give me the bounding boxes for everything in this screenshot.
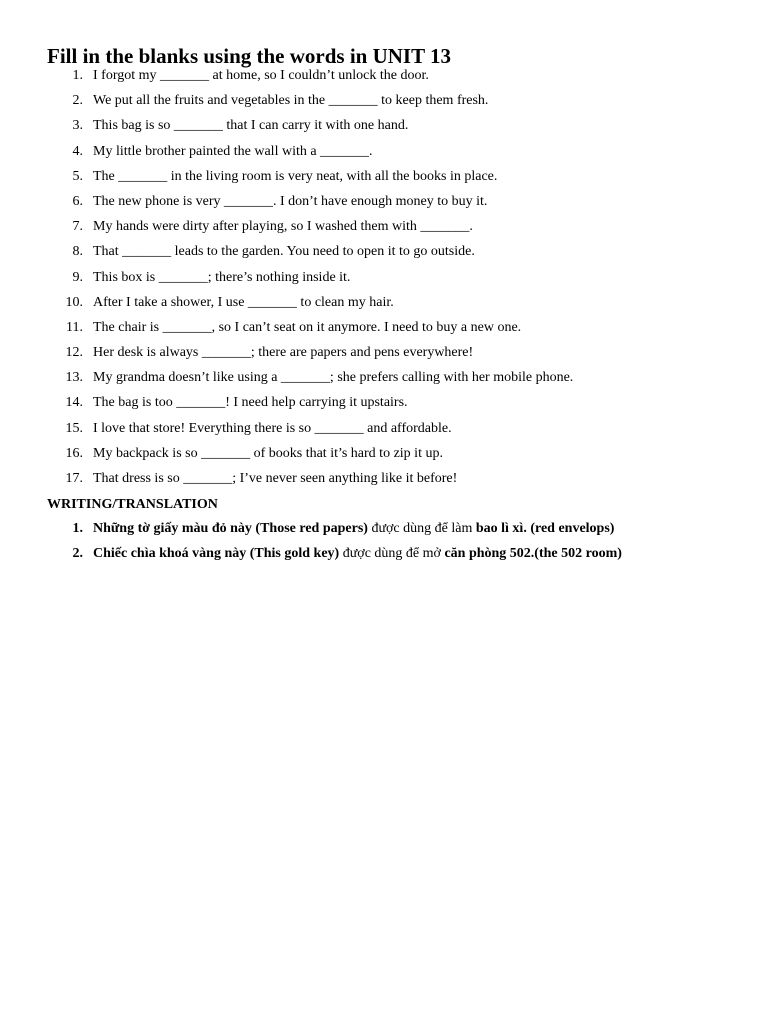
exercise-number: 4. — [72, 143, 83, 159]
translation-subject: Những tờ giấy màu đỏ này (Those red papers) — [93, 521, 368, 536]
translation-subject: Chiếc chìa khoá vàng này (This gold key) — [93, 546, 340, 561]
exercise-text: My little brother painted the wall with a _______. — [93, 143, 373, 159]
exercise-text: That _______ leads to the garden. You need to open it to go outside. — [93, 244, 475, 260]
exercise-text: The new phone is very _______. I don’t have enough money to buy it. — [93, 193, 488, 209]
translation-text — [93, 519, 614, 539]
exercise-number: 13. — [65, 370, 83, 386]
exercise-text: This box is _______; there’s nothing inside it. — [93, 269, 351, 285]
exercise-text: I love that store! Everything there is so _______ and affordable. — [93, 420, 452, 436]
translation-number: 2. — [72, 546, 83, 561]
exercise-text: This bag is so _______ that I can carry it with one hand. — [93, 118, 409, 134]
writing-section-heading: WRITING/TRANSLATION — [47, 497, 218, 512]
translation-verb-phrase: được dùng để mở — [339, 546, 445, 561]
exercise-text: The bag is too _______! I need help carrying it upstairs. — [93, 395, 408, 411]
translation-object: căn phòng 502.(the 502 room) — [444, 546, 622, 561]
exercise-number: 3. — [72, 118, 83, 134]
exercise-number: 9. — [72, 269, 83, 285]
exercise-number: 6. — [72, 193, 83, 209]
translation-object: bao lì xì. (red envelops) — [475, 521, 615, 536]
exercise-text: The chair is _______, so I can’t seat on it anymore. I need to buy a new one. — [93, 319, 522, 335]
exercise-number: 8. — [72, 244, 83, 260]
exercise-text: The _______ in the living room is very neat, with all the books in place. — [93, 168, 498, 184]
exercise-text: We put all the fruits and vegetables in the _______ to keep them fresh. — [93, 93, 489, 109]
exercise-number: 12. — [65, 345, 83, 361]
exercise-number: 16. — [65, 445, 83, 461]
exercise-number: 17. — [65, 471, 83, 486]
exercise-number: 15. — [65, 420, 83, 436]
exercise-number: 2. — [72, 93, 83, 109]
exercise-text: Her desk is always _______; there are papers and pens everywhere! — [93, 345, 474, 361]
exercise-number: 5. — [72, 168, 83, 184]
translation-text — [93, 544, 622, 564]
exercise-text: I forgot my _______ at home, so I couldn’t unlock the door. — [93, 68, 429, 83]
translation-verb-phrase: được dùng để làm — [367, 521, 476, 536]
exercise-number: 14. — [65, 395, 83, 411]
exercise-text: That dress is so _______; I’ve never seen anything like it before! — [93, 471, 458, 486]
exercise-text: After I take a shower, I use _______ to clean my hair. — [93, 294, 394, 310]
exercise-number: 11. — [66, 319, 83, 335]
exercise-text: My backpack is so _______ of books that it’s hard to zip it up. — [93, 445, 443, 461]
exercise-number: 1. — [72, 68, 83, 83]
translation-number: 1. — [72, 521, 83, 536]
exercise-number: 10. — [65, 294, 83, 310]
exercise-number: 7. — [72, 219, 83, 235]
exercise-text: My grandma doesn’t like using a _______; she prefers calling with her mobile phone. — [93, 370, 574, 386]
exercise-text: My hands were dirty after playing, so I washed them with _______. — [93, 219, 473, 235]
worksheet-title: Fill in the blanks using the words in UNIT 13 — [47, 44, 451, 68]
